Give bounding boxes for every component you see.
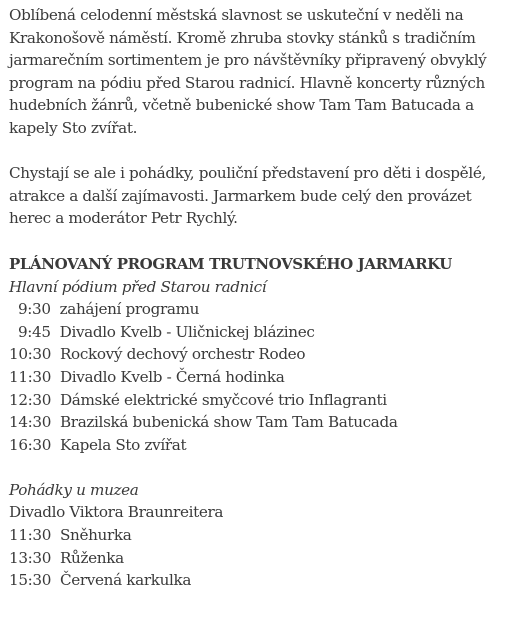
intro-paragraph-2: Chystají se ale i pohádky, pouliční představení pro děti i dospělé, atrakce a další zajímavosti. Jarmarkem bude celý den provázet herec a moderátor Petr Rychlý. (9, 164, 486, 228)
schedule-item: 14:30 Brazilská bubenická show Tam Tam Batucada (9, 413, 398, 432)
schedule-item: 12:30 Dámské elektrické smyčcové trio Inflagranti (9, 390, 387, 409)
schedule-item: 11:30 Sněhurka (9, 526, 132, 545)
program-title: PLÁNOVANÝ PROGRAM TRUTNOVSKÉHO JARMARKU (9, 254, 452, 273)
main-stage-schedule (9, 298, 500, 456)
main-stage-heading: Hlavní pódium před Starou radnicí (9, 277, 267, 296)
section-spacer (9, 456, 500, 479)
schedule-item: 16:30 Kapela Sto zvířat (9, 435, 187, 454)
museum-heading: Pohádky u muzea (9, 480, 139, 499)
schedule-item: 11:30 Divadlo Kvelb - Černá hodinka (9, 367, 285, 386)
intro-paragraph-1: Oblíbená celodenní městská slavnost se uskuteční v neděli na Krakonošově náměstí. Kromě zhruba stovky stánků s tradičním jarmarečním sortimentem je pro návštěvníky připravený obvyklý program na pódiu před Starou radnicí. Hlavně koncerty různých hudebních žánrů, včetně bubenické show Tam Tam Batucada a kapely Sto zvířat. (9, 6, 487, 137)
schedule-item: 10:30 Rockový dechový orchestr Rodeo (9, 345, 306, 364)
schedule-item: 9:45 Divadlo Kvelb - Uličnickej blázinec (9, 322, 315, 341)
schedule-item: 13:30 Růženka (9, 548, 124, 567)
schedule-item: 9:30 zahájení programu (9, 300, 200, 319)
schedule-item: 15:30 Červená karkulka (9, 571, 192, 590)
museum-subheading: Divadlo Viktora Braunreitera (9, 503, 224, 522)
museum-schedule (9, 524, 500, 592)
